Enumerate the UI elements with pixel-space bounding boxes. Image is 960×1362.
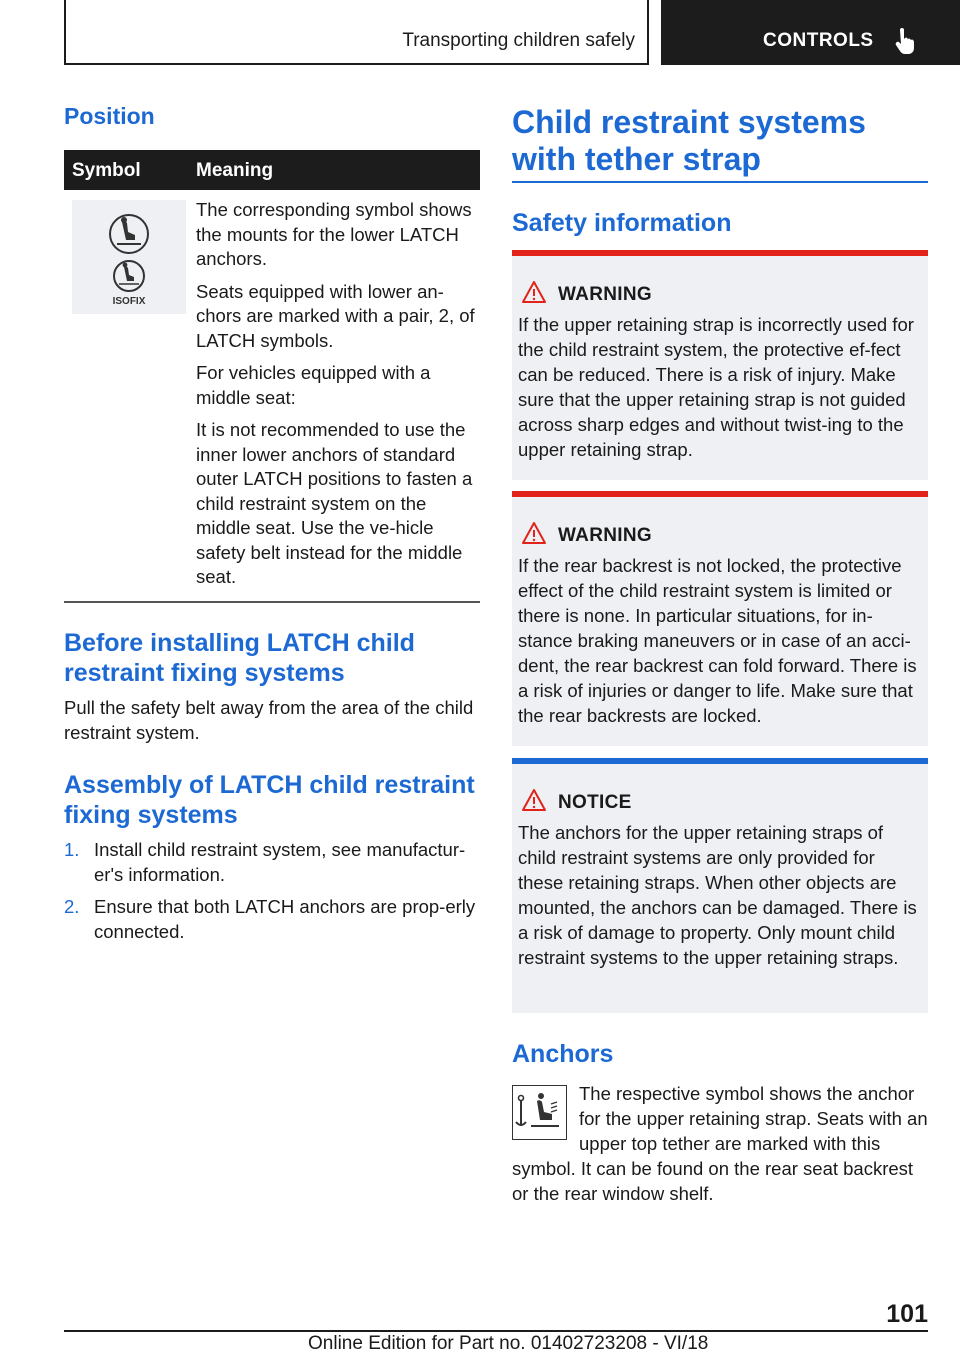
warning-text: If the rear backrest is not locked, the protective effect of the child restraint system is limited or there is none. In particular situations, for in-stance braking maneuvers or in case of an acci-dent, the rear backrest can fold forward. There is a risk of injuries or danger to life. Make sure that the rear backrests are locked. — [518, 555, 917, 726]
notice-title: NOTICE — [558, 792, 632, 813]
table-bottom-rule — [64, 601, 480, 603]
step-text: Install child restraint system, see manufactur-er's information. — [94, 839, 466, 885]
warning-bar — [512, 491, 928, 497]
warning-triangle-icon — [521, 280, 547, 304]
anchors-heading: Anchors — [512, 1040, 614, 1068]
header-section-tab — [64, 0, 649, 65]
latch-symbol-image — [72, 200, 186, 314]
heading-rule — [512, 181, 928, 183]
safety-information-heading: Safety information — [512, 209, 732, 237]
page-number: 101 — [886, 1300, 928, 1328]
meaning-paragraph: Seats equipped with lower an-chors are marked with a pair, 2, of LATCH symbols. — [196, 280, 475, 351]
tether-anchor-symbol — [512, 1085, 567, 1140]
list-item — [64, 894, 480, 944]
step-text: Ensure that both LATCH anchors are prop-erly connected. — [94, 896, 476, 942]
col-meaning-header: Meaning — [196, 160, 274, 181]
step-number: 2. — [64, 896, 80, 917]
meaning-paragraph: It is not recommended to use the inner lower anchors of standard outer LATCH positions to fasten a child restraint system on the middle seat. Use the ve-hicle safety belt instead for the middle seat. — [196, 419, 473, 587]
warning-triangle-icon — [521, 521, 547, 545]
warning-title: WARNING — [558, 525, 652, 546]
before-installing-heading: Before installing LATCH child restraint fixing systems — [64, 629, 415, 687]
table-header — [64, 150, 480, 190]
col-symbol-header: Symbol — [72, 160, 141, 181]
meaning-paragraph: For vehicles equipped with a middle seat: — [196, 362, 431, 408]
footer-edition: Online Edition for Part no. 01402723208 - VI/18 — [308, 1333, 709, 1354]
tether-anchor-icon — [513, 1086, 565, 1138]
warning-text: If the upper retaining strap is incorrectly used for the child restraint system, the protective ef-fect can be reduced. There is a risk of injury. Make sure that the upper retaining strap is not guided across sharp edges and without twist-ing to the upper retaining strap. — [518, 314, 914, 460]
position-title: Position — [64, 103, 155, 129]
meaning-paragraph: The corresponding symbol shows the mounts for the lower LATCH anchors. — [196, 199, 472, 269]
assembly-heading: Assembly of LATCH child restraint fixing systems — [64, 771, 475, 829]
notice-box — [512, 758, 928, 1013]
anchors-text: The respective symbol shows the anchor for the upper retaining strap. Seats with an upper top tether are marked with this — [579, 1083, 928, 1154]
step-number: 1. — [64, 839, 80, 860]
assembly-steps — [64, 837, 480, 951]
warning-title: WARNING — [558, 284, 652, 305]
footer-rule — [64, 1330, 928, 1332]
warning-bar — [512, 250, 928, 256]
meaning-cell — [196, 198, 476, 598]
anchors-text-continued: symbol. It can be found on the rear seat backrest or the rear window shelf. — [512, 1158, 914, 1204]
header-chapter-tab — [661, 0, 960, 65]
main-heading: Child restraint systems with tether strap — [512, 104, 866, 177]
notice-triangle-icon — [521, 788, 547, 812]
before-installing-text: Pull the safety belt away from the area of the child restraint system. — [64, 697, 474, 743]
isofix-label: ISOFIX — [112, 296, 146, 307]
hand-pointer-icon — [891, 26, 921, 56]
header-section-title: Transporting children safely — [402, 30, 635, 51]
notice-text: The anchors for the upper retaining straps of child restraint systems are only provided for these retaining straps. When other objects are mounted, the anchors can be damaged. There is a risk of damage to property. Only mount child restraint systems to the upper retaining straps. — [518, 822, 917, 968]
warning-box — [512, 250, 928, 480]
notice-bar — [512, 758, 928, 764]
warning-box — [512, 491, 928, 746]
header-chapter-title: CONTROLS — [763, 30, 874, 51]
latch-seat-icon — [72, 200, 186, 314]
list-item — [64, 837, 480, 887]
